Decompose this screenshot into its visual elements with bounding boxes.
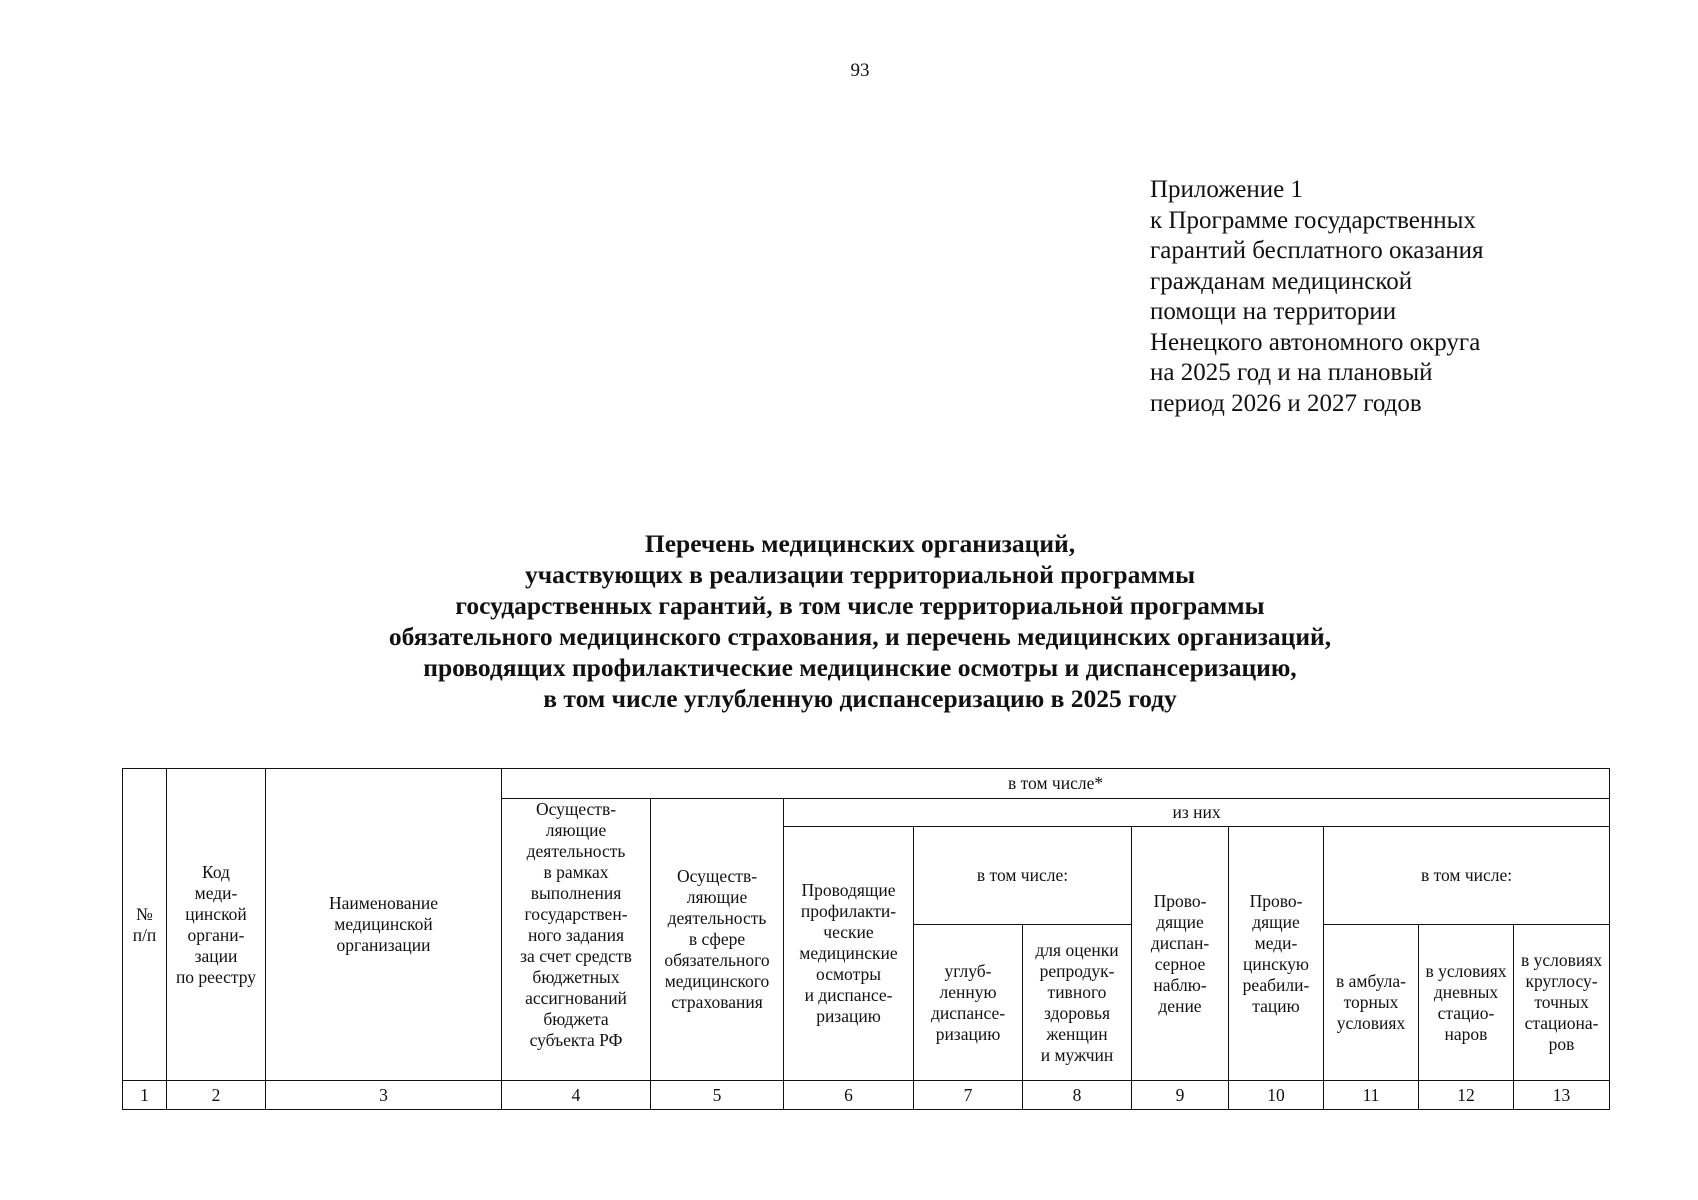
- header-group-including-7-8: в том числе:: [914, 827, 1132, 925]
- column-number: 2: [167, 1081, 266, 1110]
- document-title: [0, 528, 1698, 714]
- appendix-line: Приложение 1: [1150, 176, 1303, 203]
- header-in-depth-dispensary: углуб- ленную диспансе- ризацию: [914, 925, 1023, 1081]
- page-number: 93: [850, 60, 870, 81]
- appendix-line: Ненецкого автономного округа: [1150, 328, 1481, 356]
- header-org-name: Наименование медицинской организации: [266, 769, 502, 1081]
- column-number: 3: [266, 1081, 502, 1110]
- organizations-table: [122, 768, 1610, 1110]
- appendix-line: период 2026 и 2027 годов: [1150, 389, 1422, 417]
- header-dispensary-observation: Прово- дящие диспан- серное наблю- дение: [1132, 827, 1229, 1081]
- appendix-line: гарантий бесплатного оказания: [1150, 237, 1484, 264]
- title-line: в том числе углубленную диспансеризацию в 2025 году: [543, 684, 1177, 713]
- column-number: 1: [123, 1081, 167, 1110]
- column-number: 8: [1023, 1081, 1132, 1110]
- header-row-number: № п/п: [123, 769, 167, 1081]
- appendix-line: гражданам медицинской: [1150, 267, 1413, 295]
- column-number: 11: [1324, 1081, 1419, 1110]
- column-number: 13: [1514, 1081, 1610, 1110]
- title-line: проводящих профилактические медицинские осмотры и диспансеризацию,: [423, 653, 1297, 682]
- header-rehabilitation: Прово- дящие меди- цинскую реабили- тацию: [1229, 827, 1324, 1081]
- column-number: 9: [1132, 1081, 1229, 1110]
- header-outpatient: в амбула- торных условиях: [1324, 925, 1419, 1081]
- header-preventive-exams: Проводящие профилакти- ческие медицинские осмотры и диспансе- ризацию: [784, 827, 914, 1081]
- header-oms: Осуществ- ляющие деятельность в сфере обязательного медицинского страхования: [651, 799, 784, 1081]
- header-group-of-them: из них: [784, 799, 1610, 827]
- column-number: 10: [1229, 1081, 1324, 1110]
- column-number: 6: [784, 1081, 914, 1110]
- header-group-including: в том числе*: [502, 769, 1610, 799]
- header-org-code: Код меди- цинской органи- зации по реестру: [167, 769, 266, 1081]
- title-line: обязательного медицинского страхования, и перечень медицинских организаций,: [388, 622, 1332, 651]
- title-line: Перечень медицинских организаций,: [644, 529, 1076, 558]
- appendix-note: [1150, 175, 1570, 419]
- header-group-including-11-13: в том числе:: [1324, 827, 1610, 925]
- header-state-assignment: Осуществ- ляющие деятельность в рамках выполнения государствен- ного задания за счет средств бюджетных ассигнований бюджета субъекта РФ: [502, 799, 651, 1081]
- column-number: 4: [502, 1081, 651, 1110]
- appendix-line: помощи на территории: [1150, 298, 1397, 325]
- header-round-the-clock-hospital: в условиях круглосу- точных стациона- ров: [1514, 925, 1610, 1081]
- header-day-hospital: в условиях дневных стацио- наров: [1419, 925, 1514, 1081]
- title-line: участвующих в реализации территориальной программы: [524, 560, 1196, 589]
- column-number: 7: [914, 1081, 1023, 1110]
- column-number: 5: [651, 1081, 784, 1110]
- column-numbers-row: [123, 1081, 1610, 1110]
- appendix-line: к Программе государственных: [1150, 206, 1476, 234]
- title-line: государственных гарантий, в том числе территориальной программы: [455, 591, 1265, 620]
- appendix-line: на 2025 год и на плановый: [1150, 359, 1433, 386]
- column-number: 12: [1419, 1081, 1514, 1110]
- header-reproductive-health: для оценки репродук- тивного здоровья женщин и мужчин: [1023, 925, 1132, 1081]
